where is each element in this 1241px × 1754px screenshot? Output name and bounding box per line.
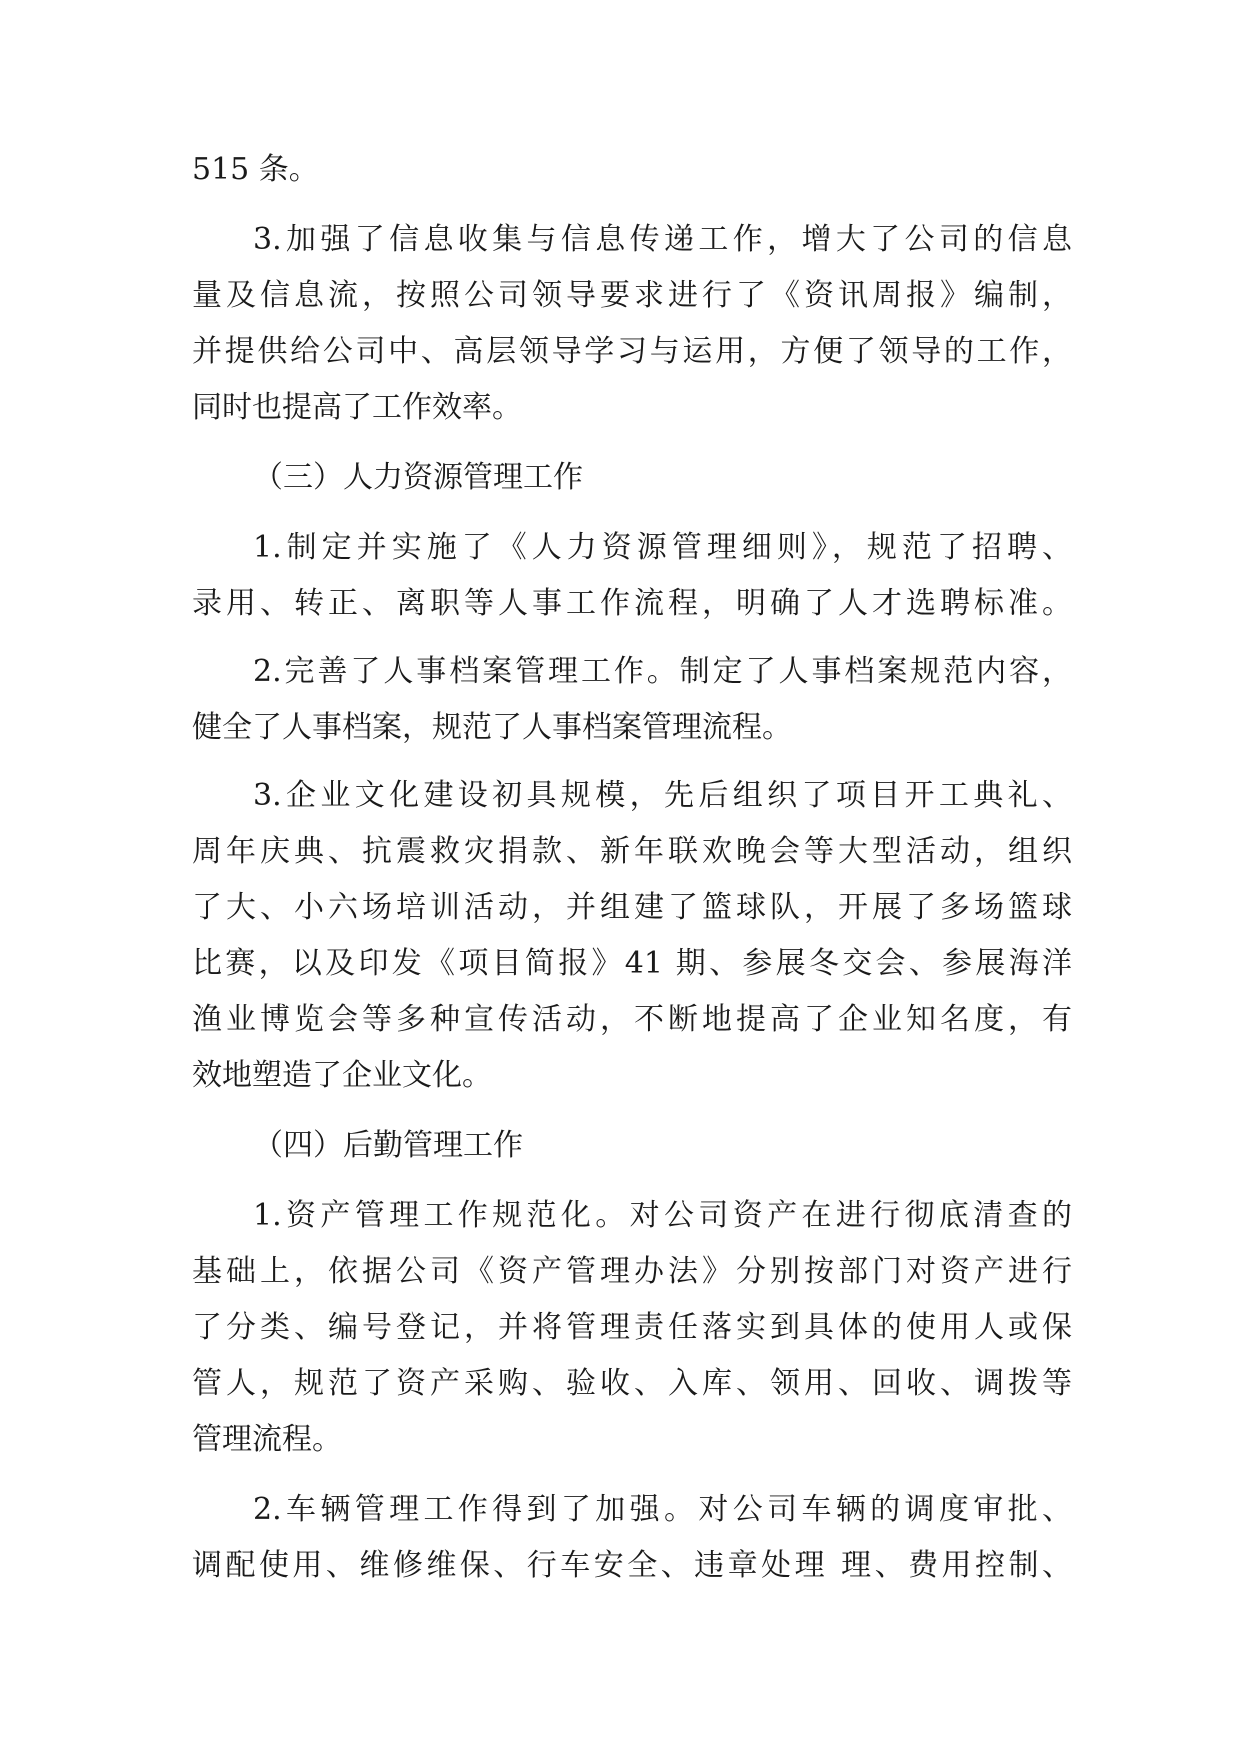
text-line-19: 基础上，依据公司《资产管理办法》分别按部门对资产进行: [192, 1254, 1072, 1289]
text-line-4: 并提供给公司中、高层领导学习与运用，方便了领导的工作，: [192, 334, 1072, 369]
text-line-8: 录用、转正、离职等人事工作流程，明确了人才选聘标准。: [192, 586, 1072, 621]
text-line-2: 3.加强了信息收集与信息传递工作，增大了公司的信息: [253, 222, 1072, 257]
text-line-22: 管理流程。: [192, 1422, 342, 1457]
text-line-18: 1.资产管理工作规范化。对公司资产在进行彻底清查的: [253, 1198, 1072, 1233]
text-line-14: 比赛，以及印发《项目简报》41 期、参展冬交会、参展海洋: [192, 946, 1072, 981]
text-line-24: 调配使用、维修维保、行车安全、违章处理 理、费用控制、: [192, 1548, 1072, 1583]
section-heading-3: （三）人力资源管理工作: [253, 460, 583, 495]
text-line-16: 效地塑造了企业文化。: [192, 1058, 492, 1093]
text-line-1: 515 条。: [192, 152, 319, 187]
text-line-12: 周年庆典、抗震救灾捐款、新年联欢晚会等大型活动，组织: [192, 834, 1072, 869]
text-line-15: 渔业博览会等多种宣传活动，不断地提高了企业知名度，有: [192, 1002, 1072, 1037]
text-line-11: 3.企业文化建设初具规模，先后组织了项目开工典礼、: [253, 778, 1072, 813]
section-heading-4: （四）后勤管理工作: [253, 1128, 523, 1163]
text-line-3: 量及信息流，按照公司领导要求进行了《资讯周报》编制，: [192, 278, 1072, 313]
text-line-21: 管人，规范了资产采购、验收、入库、领用、回收、调拨等: [192, 1366, 1072, 1401]
text-line-20: 了分类、编号登记，并将管理责任落实到具体的使用人或保: [192, 1310, 1072, 1345]
text-line-13: 了大、小六场培训活动，并组建了篮球队，开展了多场篮球: [192, 890, 1072, 925]
text-line-9: 2.完善了人事档案管理工作。制定了人事档案规范内容，: [253, 654, 1072, 689]
text-line-23: 2.车辆管理工作得到了加强。对公司车辆的调度审批、: [253, 1492, 1072, 1527]
text-line-7: 1.制定并实施了《人力资源管理细则》，规范了招聘、: [253, 530, 1072, 565]
text-line-5: 同时也提高了工作效率。: [192, 390, 522, 425]
text-line-10: 健全了人事档案，规范了人事档案管理流程。: [192, 710, 792, 745]
